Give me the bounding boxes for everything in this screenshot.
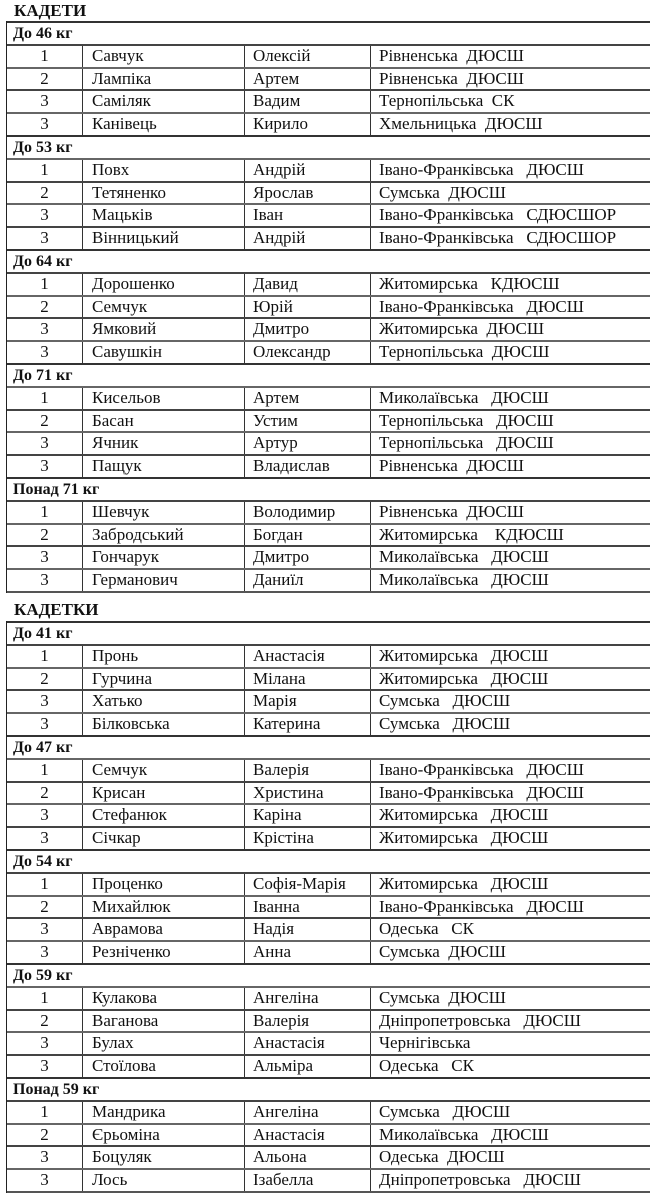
club-cell: Івано-Франківська ДЮСШ [379,296,584,316]
place-cell: 3 [7,91,83,112]
surname-cell: Гурчина [83,669,245,690]
weight-category-header: До 54 кг [7,849,650,872]
first-name-cell: Анастасія [245,1125,371,1146]
table-row [7,431,650,454]
table-row [7,545,650,568]
place-cell: 2 [7,297,83,318]
surname-cell: Єрьоміна [83,1125,245,1146]
first-name-cell: Валерія [245,760,371,781]
table-row [7,986,650,1009]
table-row [7,1054,650,1077]
table-row [7,940,650,963]
club-cell: Миколаївська ДЮСШ [379,1124,549,1144]
first-name-cell: Анастасія [245,1033,371,1054]
place-cell: 1 [7,874,83,895]
place-cell: 3 [7,319,83,340]
club-cell: Хмельницька ДЮСШ [379,114,543,134]
place-cell: 2 [7,783,83,804]
club-cell: Сумська ДЮСШ [379,691,511,711]
weight-category-header: До 46 кг [7,21,650,44]
place-cell: 3 [7,714,83,735]
table-row [7,895,650,918]
place-cell: 3 [7,456,83,477]
surname-cell: Ваганова [83,1011,245,1032]
first-name-cell: Мілана [245,669,371,690]
table-row [7,89,650,112]
first-name-cell: Іванна [245,897,371,918]
place-cell: 2 [7,525,83,546]
first-name-cell: Альміра [245,1056,371,1077]
club-cell: Миколаївська ДЮСШ [379,387,549,407]
place-cell: 3 [7,805,83,826]
place-cell: 3 [7,570,83,591]
place-cell: 1 [7,46,83,67]
first-name-cell: Іван [245,205,371,226]
first-name-cell: Андрій [245,160,371,181]
surname-cell: Михайлюк [83,897,245,918]
surname-cell: Стоїлова [83,1056,245,1077]
club-cell: Житомирська ДЮСШ [379,319,544,339]
first-name-cell: Артур [245,433,371,454]
surname-cell: Лампіка [83,69,245,90]
club-cell: Житомирська КДЮСШ [379,524,564,544]
first-name-cell: Дмитро [245,547,371,568]
place-cell: 3 [7,205,83,226]
place-cell: 2 [7,1125,83,1146]
surname-cell: Крисан [83,783,245,804]
weight-category-header: До 41 кг [7,621,650,644]
club-cell: Житомирська ДЮСШ [379,828,549,848]
first-name-cell: Артем [245,69,371,90]
first-name-cell: Валерія [245,1011,371,1032]
place-cell: 1 [7,274,83,295]
table-row [7,44,650,67]
club-cell: Одеська СК [379,1056,474,1076]
club-cell: Тернопільська СК [379,91,515,111]
club-cell: Рівненська ДЮСШ [379,501,524,521]
table-row [7,1100,650,1123]
place-cell: 3 [7,1033,83,1054]
surname-cell: Басан [83,411,245,432]
weight-category-header: Понад 59 кг [7,1077,650,1100]
weight-category-header: До 59 кг [7,963,650,986]
place-cell: 3 [7,433,83,454]
club-cell: Сумська ДЮСШ [379,182,506,202]
club-cell: Житомирська ДЮСШ [379,805,549,825]
first-name-cell: Ізабелла [245,1170,371,1191]
first-name-cell: Даниїл [245,570,371,591]
table-row [7,872,650,895]
table-row [7,386,650,409]
place-cell: 2 [7,69,83,90]
surname-cell: Хатько [83,691,245,712]
first-name-cell: Ярослав [245,183,371,204]
surname-cell: Забродський [83,525,245,546]
surname-cell: Стефанюк [83,805,245,826]
first-name-cell: Марія [245,691,371,712]
first-name-cell: Вадим [245,91,371,112]
surname-cell: Мацьків [83,205,245,226]
first-name-cell: Каріна [245,805,371,826]
surname-cell: Білковська [83,714,245,735]
club-cell: Сумська ДЮСШ [379,942,506,962]
club-cell: Сумська ДЮСШ [379,714,511,734]
table-row [7,226,650,249]
club-cell: Житомирська ДЮСШ [379,873,549,893]
place-cell: 3 [7,1170,83,1191]
surname-cell: Канівець [83,114,245,135]
club-cell: Дніпропетровська ДЮСШ [379,1170,581,1190]
surname-cell: Семчук [83,760,245,781]
surname-cell: Германович [83,570,245,591]
club-cell: Рівненська ДЮСШ [379,68,524,88]
surname-cell: Ячник [83,433,245,454]
place-cell: 3 [7,547,83,568]
table-row [7,1145,650,1168]
surname-cell: Булах [83,1033,245,1054]
surname-cell: Ямковий [83,319,245,340]
surname-cell: Тетяненко [83,183,245,204]
table-row [7,181,650,204]
first-name-cell: Ангеліна [245,1102,371,1123]
surname-cell: Савушкін [83,342,245,363]
table-row [7,500,650,523]
club-cell: Івано-Франківська СДЮСШОР [379,228,617,248]
club-cell: Житомирська ДЮСШ [379,668,549,688]
surname-cell: Кулакова [83,988,245,1009]
club-cell: Житомирська КДЮСШ [379,273,560,293]
club-cell: Тернопільська ДЮСШ [379,433,554,453]
table-row [7,1009,650,1032]
weight-category-header: До 64 кг [7,249,650,272]
surname-cell: Січкар [83,828,245,849]
table-row [7,340,650,363]
table-row [7,317,650,340]
club-cell: Дніпропетровська ДЮСШ [379,1010,581,1030]
table-row [7,803,650,826]
table-bottom-border [7,591,650,593]
table-row [7,826,650,849]
club-cell: Рівненська ДЮСШ [379,45,524,65]
first-name-cell: Устим [245,411,371,432]
club-cell: Івано-Франківська ДЮСШ [379,782,584,802]
club-cell: Тернопільська ДЮСШ [379,342,550,362]
first-name-cell: Анастасія [245,646,371,667]
first-name-cell: Катерина [245,714,371,735]
surname-cell: Проценко [83,874,245,895]
place-cell: 2 [7,411,83,432]
weight-category-header: До 53 кг [7,135,650,158]
club-cell: Івано-Франківська СДЮСШОР [379,205,617,225]
place-cell: 2 [7,1011,83,1032]
place-cell: 3 [7,228,83,249]
club-cell: Одеська ДЮСШ [379,1147,505,1167]
place-cell: 2 [7,897,83,918]
first-name-cell: Софія-Марія [245,874,371,895]
table-row [7,568,650,591]
table-row [7,781,650,804]
place-cell: 2 [7,669,83,690]
place-cell: 3 [7,1056,83,1077]
club-cell: Івано-Франківська ДЮСШ [379,896,584,916]
table-row [7,112,650,135]
surname-cell: Шевчук [83,502,245,523]
weight-category-header: До 47 кг [7,735,650,758]
club-cell: Сумська ДЮСШ [379,1101,511,1121]
table-row [7,272,650,295]
table-row [7,1031,650,1054]
first-name-cell: Анна [245,942,371,963]
place-cell: 3 [7,942,83,963]
club-cell: Івано-Франківська ДЮСШ [379,759,584,779]
first-name-cell: Крістіна [245,828,371,849]
club-cell: Миколаївська ДЮСШ [379,570,549,590]
place-cell: 3 [7,828,83,849]
table-row [7,454,650,477]
section-title-cadettes: КАДЕТКИ [14,600,99,619]
first-name-cell: Христина [245,783,371,804]
table-row [7,667,650,690]
place-cell: 1 [7,388,83,409]
place-cell: 2 [7,183,83,204]
surname-cell: Вінницький [83,228,245,249]
surname-cell: Лось [83,1170,245,1191]
cadets-results-table [6,21,650,593]
first-name-cell: Артем [245,388,371,409]
surname-cell: Пронь [83,646,245,667]
table-row [7,1123,650,1146]
surname-cell: Пащук [83,456,245,477]
club-cell: Одеська СК [379,919,474,939]
weight-category-header: До 71 кг [7,363,650,386]
place-cell: 3 [7,114,83,135]
table-row [7,712,650,735]
surname-cell: Семчук [83,297,245,318]
place-cell: 1 [7,760,83,781]
table-row [7,1168,650,1191]
surname-cell: Савчук [83,46,245,67]
table-row [7,295,650,318]
table-row [7,409,650,432]
first-name-cell: Альона [245,1147,371,1168]
table-row [7,523,650,546]
place-cell: 1 [7,502,83,523]
surname-cell: Дорошенко [83,274,245,295]
place-cell: 3 [7,1147,83,1168]
surname-cell: Кисельов [83,388,245,409]
table-row [7,758,650,781]
club-cell: Тернопільська ДЮСШ [379,410,554,430]
first-name-cell: Ангеліна [245,988,371,1009]
first-name-cell: Андрій [245,228,371,249]
club-cell: Чернігівська [379,1033,471,1053]
place-cell: 3 [7,691,83,712]
surname-cell: Резніченко [83,942,245,963]
club-cell: Миколаївська ДЮСШ [379,547,549,567]
first-name-cell: Богдан [245,525,371,546]
table-row [7,644,650,667]
club-cell: Рівненська ДЮСШ [379,456,524,476]
surname-cell: Саміляк [83,91,245,112]
club-cell: Житомирська ДЮСШ [379,645,549,665]
place-cell: 1 [7,988,83,1009]
cadettes-results-table [6,621,650,1193]
first-name-cell: Олександр [245,342,371,363]
table-row [7,689,650,712]
weight-category-header: Понад 71 кг [7,477,650,500]
first-name-cell: Володимир [245,502,371,523]
surname-cell: Аврамова [83,919,245,940]
place-cell: 3 [7,919,83,940]
surname-cell: Гончарук [83,547,245,568]
place-cell: 3 [7,342,83,363]
first-name-cell: Кирило [245,114,371,135]
club-cell: Івано-Франківська ДЮСШ [379,159,584,179]
club-cell: Сумська ДЮСШ [379,987,506,1007]
first-name-cell: Олексій [245,46,371,67]
first-name-cell: Надія [245,919,371,940]
table-row [7,158,650,181]
first-name-cell: Юрій [245,297,371,318]
table-row [7,917,650,940]
first-name-cell: Дмитро [245,319,371,340]
first-name-cell: Давид [245,274,371,295]
table-row [7,67,650,90]
surname-cell: Повх [83,160,245,181]
place-cell: 1 [7,160,83,181]
surname-cell: Мандрика [83,1102,245,1123]
place-cell: 1 [7,1102,83,1123]
first-name-cell: Владислав [245,456,371,477]
table-row [7,203,650,226]
place-cell: 1 [7,646,83,667]
section-title-cadets: КАДЕТИ [14,1,87,20]
surname-cell: Боцуляк [83,1147,245,1168]
